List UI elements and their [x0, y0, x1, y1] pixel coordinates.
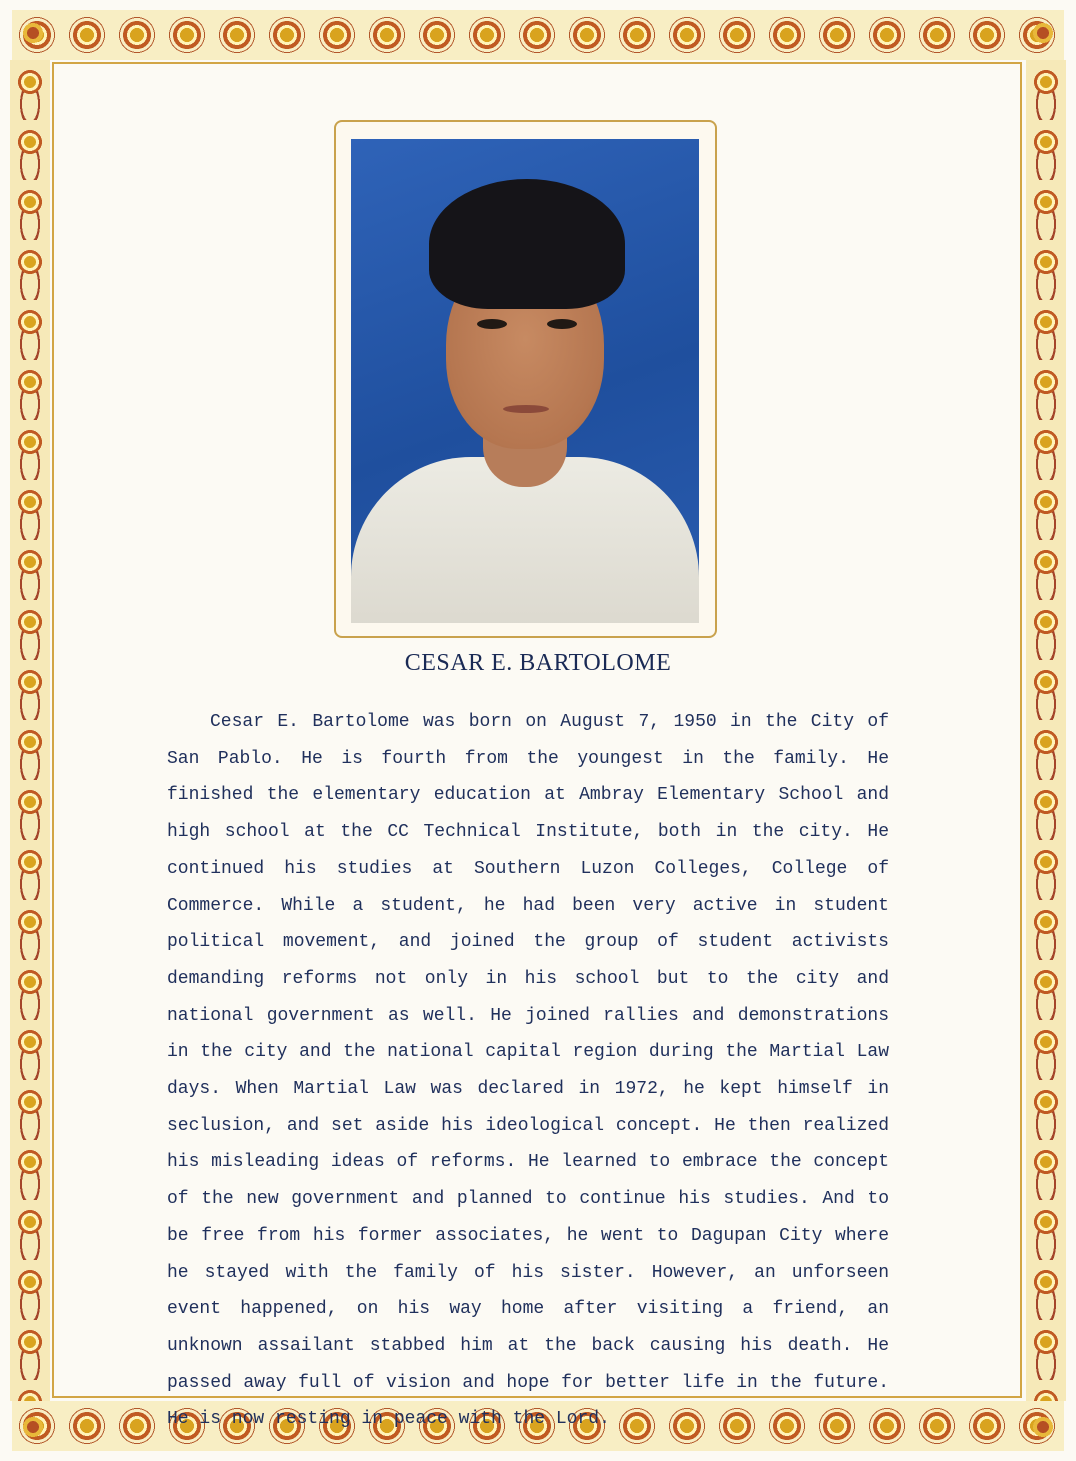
corner-ornament-icon	[1026, 1410, 1060, 1444]
portrait-hair	[429, 179, 625, 309]
ornamental-border-top	[12, 10, 1064, 60]
corner-ornament-icon	[1026, 16, 1060, 50]
corner-ornament-icon	[16, 1410, 50, 1444]
portrait-photo	[351, 139, 699, 623]
person-name-heading: CESAR E. BARTOLOME	[404, 650, 672, 676]
biography-text	[167, 704, 889, 1438]
ornamental-border-left	[10, 60, 50, 1401]
biography-paragraph: Cesar E. Bartolome was born on August 7, 1950 in the City of San Pablo. He is fourth from the youngest in the family. He finished the elementary education at Ambray Elementary School and high school at the CC Technical Institute, both in the city. He continued his studies at Southern Luzon Colleges, College of Commerce. While a student, he had been very active in student political movement, and joined the group of student activists demanding reforms not only in his school but to the city and national government as well. He joined rallies and demonstrations in the city and the national capital region during the Martial Law days. When Martial Law was declared in 1972, he kept himself in seclusion, and set aside his ideological concept. He then realized his misleading ideas of reforms. He learned to embrace the concept of the new government and planned to continue his studies. And to be free from his former associates, he went to Dagupan City where he stayed with the family of his sister. However, an unforseen event happened, on his way home after visiting a friend, an unknown assailant stabbed him at the back causing his death. He passed away full of vision and hope for better life in the future. He is now resting in peace with the Lord.	[167, 712, 889, 1430]
portrait-eye-right	[547, 319, 577, 329]
portrait-eye-left	[477, 319, 507, 329]
ornamental-border-right	[1026, 60, 1066, 1401]
corner-ornament-icon	[16, 16, 50, 50]
portrait-mouth	[503, 405, 549, 413]
